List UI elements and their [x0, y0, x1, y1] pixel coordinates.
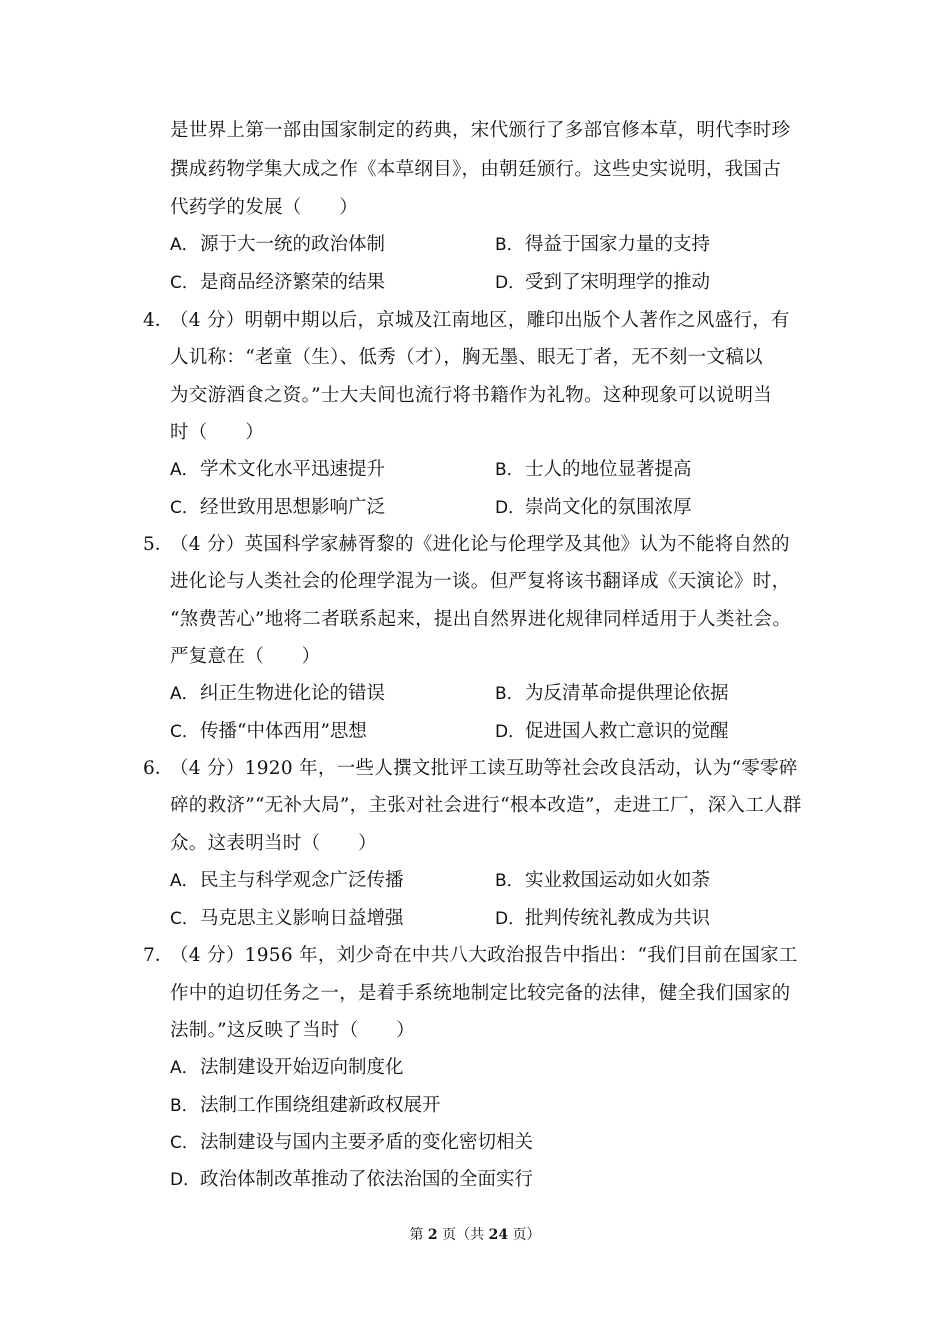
- q3-option-b: B．得益于国家力量的支持: [495, 234, 711, 255]
- q4-option-b: B．士人的地位显著提高: [495, 459, 692, 480]
- q5-text-line-2: 进化论与人类社会的伦理学混为一谈。但严复将该书翻译成《天演论》时，: [170, 571, 791, 592]
- q7-option-c: C．法制建设与国内主要矛盾的变化密切相关: [170, 1132, 534, 1153]
- q4-text-line-3: 为交游酒食之资。”士大夫间也流行将书籍作为礼物。这种现象可以说明当: [170, 385, 773, 406]
- q4-text-line-4: 时（ ）: [170, 422, 265, 443]
- q3-option-c: C．是商品经济繁荣的结果: [170, 272, 386, 293]
- q4-number: 4．: [143, 310, 174, 331]
- q3-text-line-3: 代药学的发展（ ）: [170, 197, 359, 218]
- q4-option-c: C．经世致用思想影响广泛: [170, 497, 386, 518]
- q6-option-d: D．批判传统礼教成为共识: [495, 908, 711, 929]
- q4-text-line-2: 人讥称：“老童（生）、低秀（才），胸无墨、眼无丁者，无不刻一文稿以: [170, 347, 763, 368]
- q7-text-line-3: 法制。”这反映了当时（ ）: [170, 1020, 415, 1041]
- q6-text-line-3: 众。这表明当时（ ）: [170, 833, 377, 854]
- q6-number: 6．: [143, 758, 174, 779]
- page-total: 24: [488, 1227, 509, 1243]
- q5-option-a: A．纠正生物进化论的错误: [170, 683, 386, 704]
- page-footer: 第 2 页（共 24 页）: [409, 1227, 541, 1243]
- q3-text-line-1: 是世界上第一部由国家制定的药典，宋代颁行了多部官修本草，明代李时珍: [170, 120, 791, 141]
- q5-text-line-4: 严复意在（ ）: [170, 646, 321, 667]
- q5-text-line-1: （4 分）英国科学家赫胥黎的《进化论与伦理学及其他》认为不能将自然的: [170, 534, 790, 555]
- q5-option-c: C．传播“中体西用”思想: [170, 721, 367, 742]
- q7-number: 7．: [143, 945, 174, 966]
- q4-option-d: D．崇尚文化的氛围浓厚: [495, 497, 692, 518]
- q6-option-a: A．民主与科学观念广泛传播: [170, 870, 404, 891]
- q7-text-line-2: 作中的迫切任务之一，是着手系统地制定比较完备的法律，健全我们国家的: [170, 983, 791, 1004]
- q7-option-a: A．法制建设开始迈向制度化: [170, 1057, 404, 1078]
- q4-option-a: A．学术文化水平迅速提升: [170, 459, 386, 480]
- q3-option-a: A．源于大一统的政治体制: [170, 234, 386, 255]
- q7-text-line-1: （4 分）1956 年，刘少奇在中共八大政治报告中指出：“我们目前在国家工: [170, 945, 798, 966]
- q4-text-line-1: （4 分）明朝中期以后，京城及江南地区，雕印出版个人著作之风盛行，有: [170, 310, 790, 331]
- q5-number: 5．: [143, 534, 174, 555]
- q5-option-d: D．促进国人救亡意识的觉醒: [495, 721, 729, 742]
- q7-option-d: D．政治体制改革推动了依法治国的全面实行: [170, 1169, 534, 1190]
- q5-text-line-3: “煞费苦心”地将二者联系起来，提出自然界进化规律同样适用于人类社会。: [170, 609, 792, 630]
- q6-option-c: C．马克思主义影响日益增强: [170, 908, 404, 929]
- page-number: 2: [427, 1227, 438, 1243]
- q3-text-line-2: 撰成药物学集大成之作《本草纲目》，由朝廷颁行。这些史实说明，我国古: [170, 159, 782, 180]
- q3-option-d: D．受到了宋明理学的推动: [495, 272, 711, 293]
- q6-text-line-1: （4 分）1920 年，一些人撰文批评工读互助等社会改良活动，认为“零零碎: [170, 758, 798, 779]
- q7-option-b: B．法制工作围绕组建新政权展开: [170, 1095, 441, 1116]
- q5-option-b: B．为反清革命提供理论依据: [495, 683, 729, 704]
- q6-option-b: B．实业救国运动如火如荼: [495, 870, 711, 891]
- q6-text-line-2: 碎的救济”“无补大局”，主张对社会进行“根本改造”，走进工厂，深入工人群: [170, 795, 802, 816]
